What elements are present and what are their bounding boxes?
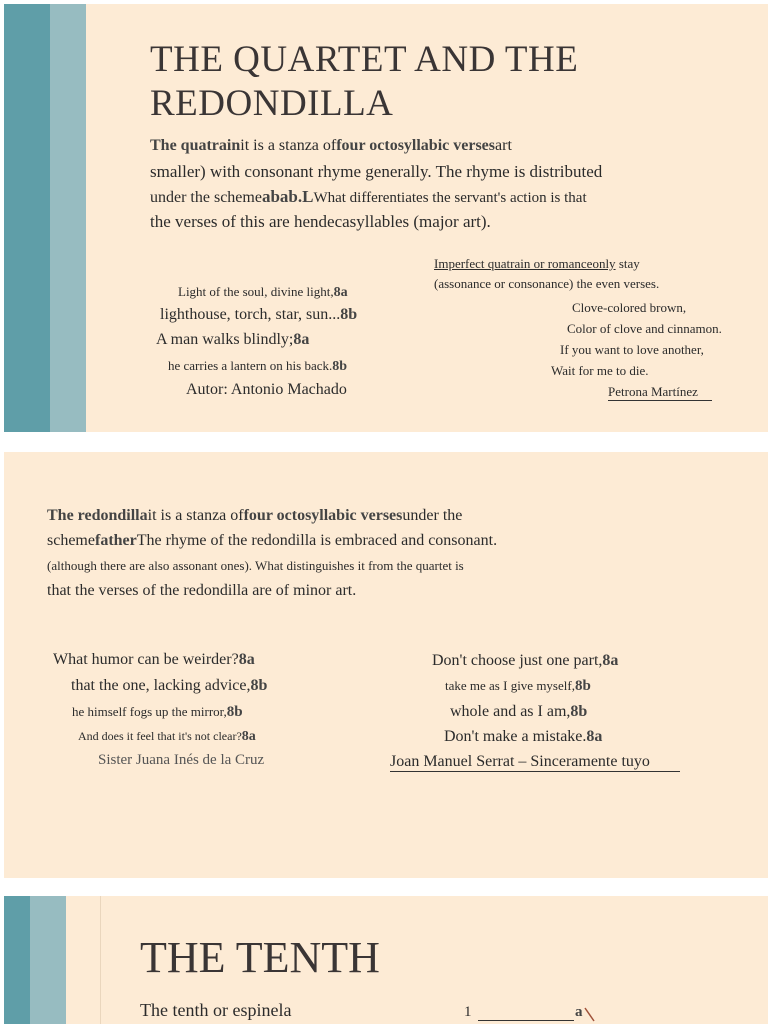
quatrain-definition-line3: under the schemeabab.LWhat differentiates the servant's action is that bbox=[150, 187, 587, 206]
accent-band-light bbox=[50, 4, 86, 432]
poem-author: Sister Juana Inés de la Cruz bbox=[98, 752, 265, 768]
redondilla-definition-line3: (although there are also assonant ones). What distinguishes it from the quartet is bbox=[47, 558, 464, 573]
slide-quartet bbox=[4, 4, 768, 432]
quatrain-definition-line2: smaller) with consonant rhyme generally. The rhyme is distributed bbox=[150, 162, 603, 181]
poem-author: Autor: Antonio Machado bbox=[186, 381, 347, 398]
poem-line: What humor can be weirder?8a bbox=[53, 651, 255, 668]
slide-redondilla bbox=[4, 452, 768, 878]
poem-line: whole and as I am,8b bbox=[450, 703, 588, 720]
poem-line: he himself fogs up the mirror,8b bbox=[72, 704, 243, 720]
divider bbox=[100, 896, 101, 1024]
poem-line: Clove-colored brown, bbox=[572, 300, 687, 315]
slide-title-line2: REDONDILLA bbox=[150, 83, 394, 124]
poem-line: And does it feel that it's not clear?8a bbox=[78, 729, 256, 744]
verse-blank-line bbox=[478, 1000, 574, 1021]
quatrain-definition-line1: The quatrainit is a stanza offour octosyllabic versesart bbox=[150, 137, 512, 154]
poem-line: he carries a lantern on his back.8b bbox=[168, 358, 348, 374]
slide-subtitle: The tenth or espinela bbox=[140, 1000, 292, 1020]
slide-title-line1: THE QUARTET AND THE bbox=[150, 39, 579, 80]
redondilla-definition-line2: schemefatherThe rhyme of the redondilla is embraced and consonant. bbox=[47, 532, 498, 549]
poem-author: Joan Manuel Serrat – Sinceramente tuyo bbox=[390, 753, 680, 772]
poem-line: If you want to love another, bbox=[560, 342, 704, 357]
poem-line: take me as I give myself,8b bbox=[445, 678, 591, 694]
slide-title: THE TENTH bbox=[140, 933, 380, 982]
rhyme-mark: a bbox=[575, 1004, 583, 1020]
verse-number: 1 bbox=[464, 1004, 472, 1020]
accent-band-light bbox=[30, 896, 66, 1024]
slash-mark-icon bbox=[584, 1006, 596, 1022]
poem-line: that the one, lacking advice,8b bbox=[71, 677, 268, 694]
poem-line: Don't make a mistake.8a bbox=[444, 728, 603, 745]
poem-line: A man walks blindly;8a bbox=[156, 331, 310, 348]
slide-tenth bbox=[4, 896, 768, 1024]
quatrain-definition-line4: the verses of this are hendecasyllables (major art). bbox=[150, 212, 491, 231]
poem-author: Petrona Martínez bbox=[608, 384, 712, 401]
poem-line: Wait for me to die. bbox=[551, 363, 649, 378]
redondilla-definition-line4: that the verses of the redondilla are of minor art. bbox=[47, 582, 357, 599]
poem-line: Color of clove and cinnamon. bbox=[567, 321, 722, 336]
poem-line: Light of the soul, divine light,8a bbox=[178, 284, 348, 300]
accent-band-dark bbox=[4, 896, 30, 1024]
accent-band-dark bbox=[4, 4, 50, 432]
imperfect-quatrain-intro2: (assonance or consonance) the even verses. bbox=[434, 276, 660, 291]
poem-line: Don't choose just one part,8a bbox=[432, 652, 619, 669]
redondilla-definition-line1: The redondillait is a stanza offour octosyllabic versesunder the bbox=[47, 507, 463, 524]
poem-line: lighthouse, torch, star, sun...8b bbox=[160, 306, 358, 323]
imperfect-quatrain-intro: Imperfect quatrain or romanceonly stay bbox=[434, 256, 640, 271]
